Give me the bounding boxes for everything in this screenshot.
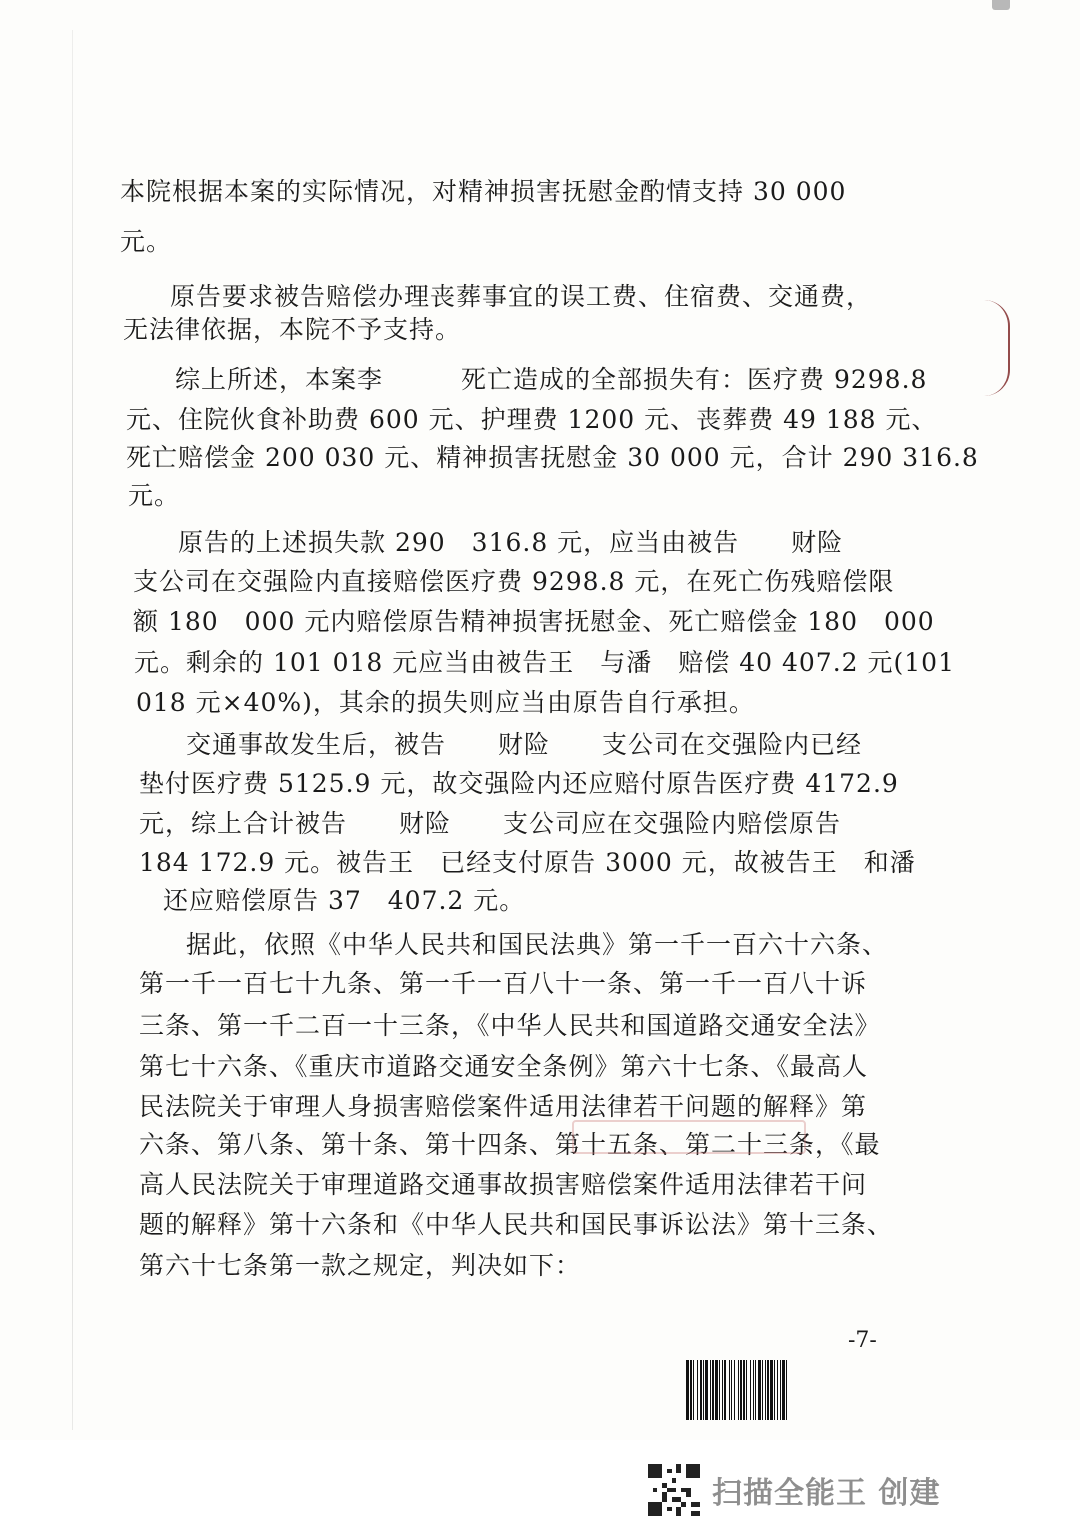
text-line: 三条、第一千二百一十三条，《中华人民共和国道路交通安全法》 [139, 1011, 881, 1040]
scanner-watermark [648, 1460, 940, 1520]
text-line: 题的解释》第十六条和《中华人民共和国民事诉讼法》第十三条、 [139, 1210, 894, 1239]
qr-module [667, 1507, 672, 1512]
qr-module [667, 1488, 676, 1493]
qr-module [691, 1502, 700, 1507]
text-line: 元，综上合计被告 财险 支公司应在交强险内赔偿原告 [139, 809, 842, 838]
text-line: 本院根据本案的实际情况，对精神损害抚慰金酌情支持 30 000 [120, 177, 847, 206]
qr-module [672, 1478, 677, 1483]
barcode [686, 1360, 900, 1420]
text-line: 184 172.9 元。被告王 已经支付原告 3000 元，故被告王 和潘 [139, 848, 916, 877]
qr-module [686, 1488, 691, 1497]
text-line: 民法院关于审理人身损害赔偿案件适用法律若干问题的解释》第 [139, 1092, 868, 1121]
text-line: 综上所述，本案李 死亡造成的全部损失有：医疗费 9298.8 [175, 365, 928, 394]
qr-module [676, 1464, 681, 1473]
text-line: 支公司在交强险内直接赔偿医疗费 9298.8 元，在死亡伤残赔偿限 [133, 567, 895, 596]
text-line: 第七十六条、《重庆市道路交通安全条例》第六十七条、《最高人 [139, 1052, 869, 1081]
page-number: -7- [848, 1328, 877, 1353]
text-line: 垫付医疗费 5125.9 元，故交强险内还应赔付原告医疗费 4172.9 [139, 769, 899, 798]
qr-module [681, 1502, 686, 1507]
text-line: 第一千一百七十九条、第一千一百八十一条、第一千一百八十诉 [139, 969, 868, 998]
text-line: 第六十七条第一款之规定，判决如下： [139, 1251, 582, 1280]
page-edge-shadow [72, 30, 73, 1430]
text-line: 据此，依照《中华人民共和国民法典》第一千一百六十六条、 [186, 930, 889, 959]
text-line: 018 元×40%)，其余的损失则应当由原告自行承担。 [136, 688, 755, 717]
text-line: 六条、第八条、第十条、第十四条、第十五条、第二十三条，《最 [139, 1130, 881, 1159]
barcode-bar [787, 1360, 789, 1420]
binding-mark [984, 300, 1010, 396]
qr-module [691, 1511, 700, 1516]
qr-module [662, 1483, 667, 1488]
text-line: 原告要求被告赔偿办理丧葬事宜的误工费、住宿费、交通费， [170, 282, 873, 311]
qr-module [686, 1464, 700, 1478]
text-line: 额 180 000 元内赔偿原告精神损害抚慰金、死亡赔偿金 180 000 [133, 607, 935, 636]
text-line: 元。 [120, 227, 173, 256]
qr-module [672, 1497, 681, 1502]
watermark-text: 扫描全能王 创建 [712, 1476, 941, 1511]
qr-module [662, 1492, 667, 1501]
text-line: 原告的上述损失款 290 316.8 元，应当由被告 财险 [178, 528, 844, 557]
scan-edge-mark [992, 0, 1010, 10]
text-line: 元。 [128, 481, 181, 510]
qr-module [648, 1502, 662, 1516]
text-line: 无法律依据，本院不予支持。 [123, 315, 462, 344]
qr-module [653, 1488, 658, 1493]
qr-code-icon [648, 1464, 700, 1516]
qr-module [648, 1464, 662, 1478]
text-line: 元。剩余的 101 018 元应当由被告王 与潘 赔偿 40 407.2 元(101 [134, 648, 955, 677]
text-line: 高人民法院关于审理道路交通事故损害赔偿案件适用法律若干问 [139, 1170, 868, 1199]
text-line: 交通事故发生后，被告 财险 支公司在交强险内已经 [186, 730, 863, 759]
text-line: 死亡赔偿金 200 030 元、精神损害抚慰金 30 000 元，合计 290 316.8 [126, 443, 979, 472]
faint-seal-impression [572, 1120, 806, 1154]
qr-module [676, 1507, 681, 1516]
text-line: 还应赔偿原告 37 407.2 元。 [163, 886, 526, 915]
qr-module [667, 1469, 672, 1474]
text-line: 元、住院伙食补助费 600 元、护理费 1200 元、丧葬费 49 188 元、 [126, 405, 938, 434]
